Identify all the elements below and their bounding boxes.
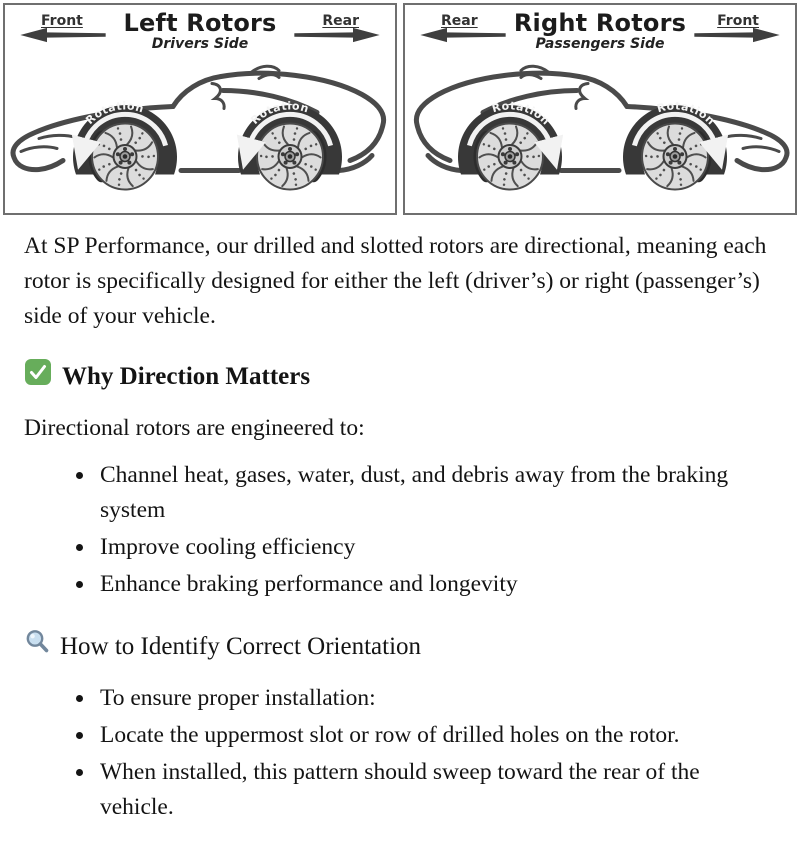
- rotor-direction-diagram: [0, 0, 800, 215]
- list-item: • Enhance braking performance and longevity: [96, 567, 776, 602]
- article-body: [0, 215, 800, 847]
- list-item: • Improve cooling efficiency: [96, 530, 776, 565]
- rotation-label: Rotation: [490, 99, 553, 128]
- front-direction-label: [15, 13, 111, 43]
- rotation-label: Rotation: [655, 99, 718, 128]
- arrow-left-icon: [15, 27, 111, 43]
- direction-label-text: Rear: [322, 13, 359, 29]
- list-item: • To ensure proper installation:: [96, 681, 776, 716]
- arrow-right-icon: [289, 27, 385, 43]
- left-panel-header: [5, 5, 395, 57]
- list-item: • When installed, this pattern should sweep toward the rear of the vehicle.: [96, 755, 776, 825]
- panel-title: Right Rotors: [513, 9, 687, 37]
- right-rotors-panel: [403, 3, 797, 215]
- front-direction-label: [689, 13, 785, 43]
- right-car-illustration: [405, 57, 795, 215]
- list-item: • Locate the uppermost slot or row of drilled holes on the rotor.: [96, 718, 776, 753]
- left-rotors-panel: [3, 3, 397, 215]
- why-lead-text: Directional rotors are engineered to:: [24, 415, 365, 441]
- check-icon: [24, 358, 52, 395]
- right-panel-header: [405, 5, 795, 57]
- why-heading-text: Why Direction Matters: [62, 362, 311, 390]
- panel-subtitle: Passengers Side: [535, 36, 665, 52]
- magnifier-icon: [24, 628, 52, 665]
- rear-direction-label: [415, 13, 511, 43]
- how-heading-text: How to Identify Correct Orientation: [60, 632, 422, 660]
- direction-label-text: Front: [41, 13, 83, 29]
- left-car-illustration: [5, 57, 395, 215]
- how-bullet-list: [24, 681, 776, 825]
- list-item: • Channel heat, gases, water, dust, and debris away from the braking system: [96, 458, 776, 528]
- intro-paragraph: At SP Performance, our drilled and slotted rotors are directional, meaning each rotor is specifically designed for either the left (driver’s) or right (passenger’s) side of your vehicle.: [24, 233, 767, 329]
- why-bullet-list: [24, 458, 776, 602]
- rotation-label: Rotation: [83, 99, 146, 128]
- rear-direction-label: [289, 13, 385, 43]
- arrow-left-icon: [415, 27, 511, 43]
- panel-title: Left Rotors: [123, 9, 277, 37]
- panel-subtitle: Drivers Side: [151, 36, 249, 52]
- direction-label-text: Front: [717, 13, 759, 29]
- rotation-label: Rotation: [248, 99, 311, 128]
- arrow-right-icon: [689, 27, 785, 43]
- why-direction-heading: [24, 358, 776, 395]
- how-identify-heading: [24, 628, 776, 665]
- direction-label-text: Rear: [441, 13, 478, 29]
